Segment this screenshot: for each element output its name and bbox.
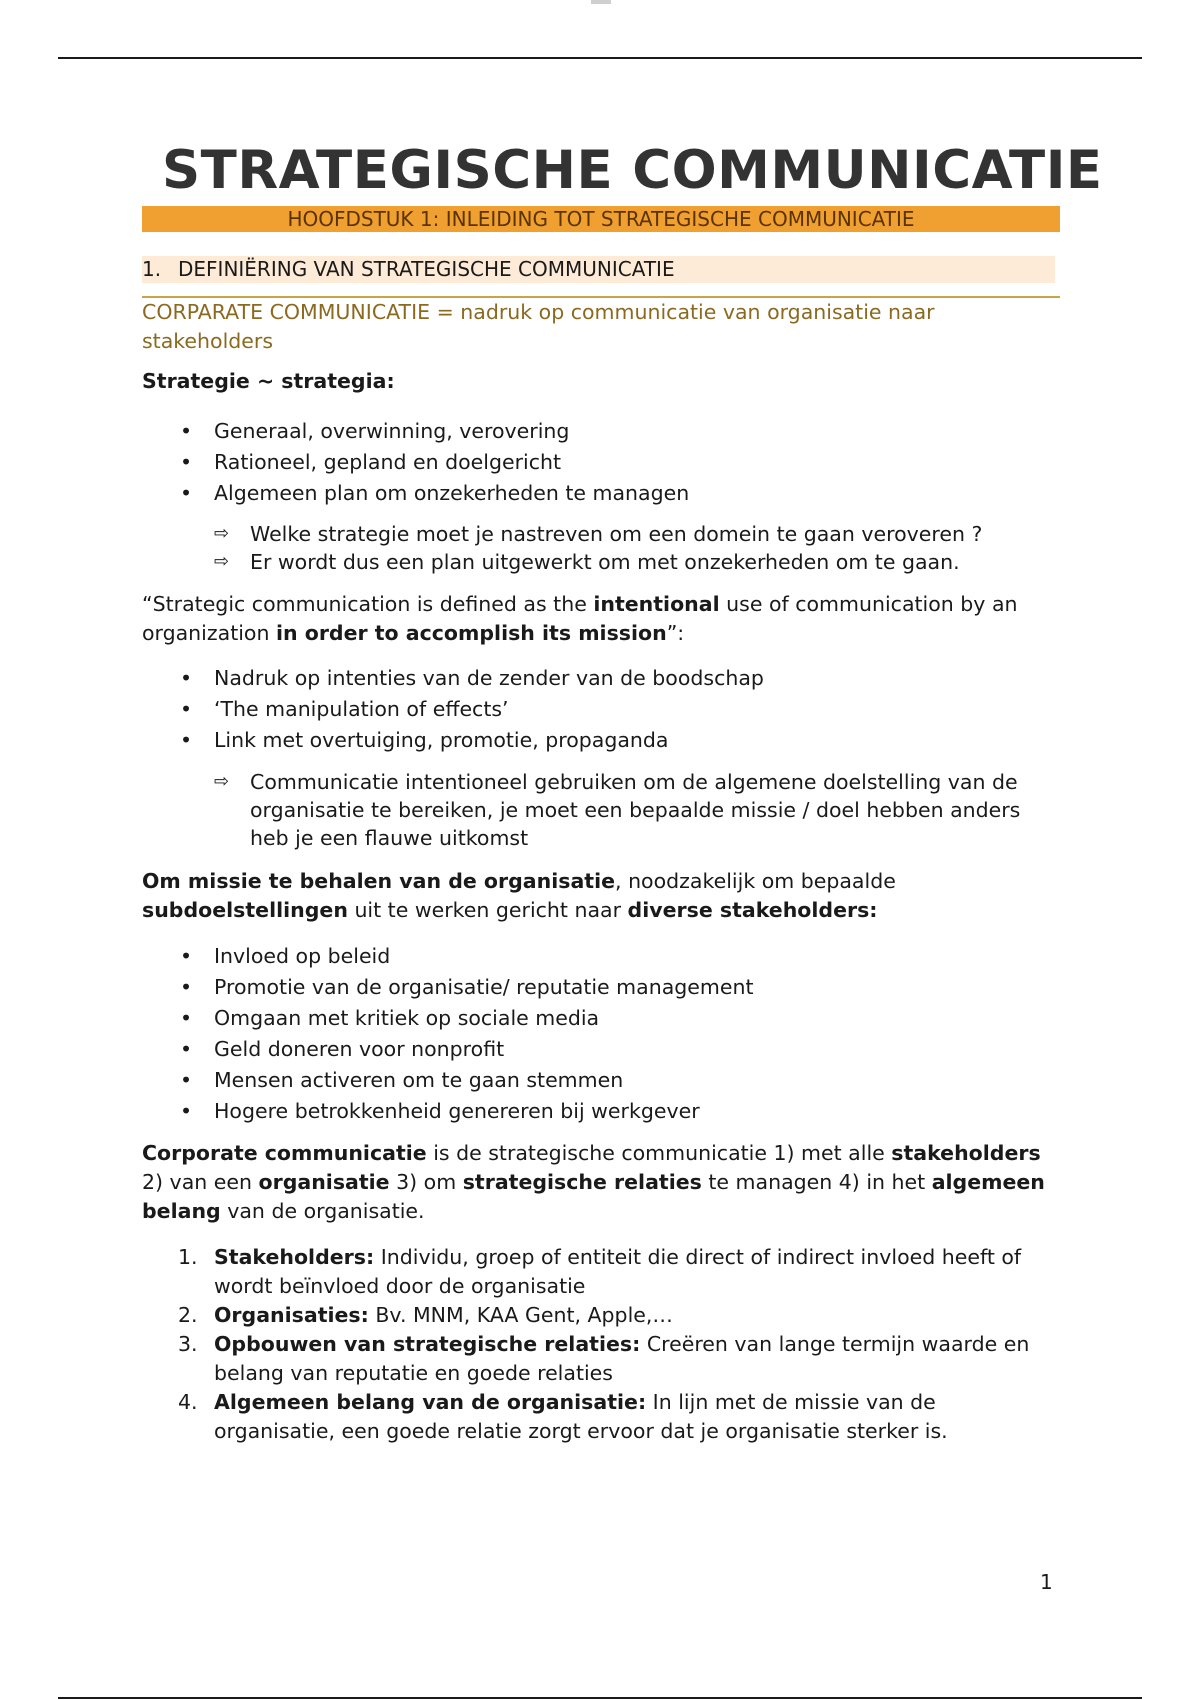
quote-list: [142, 663, 1060, 756]
list-item: • Rationeel, gepland en doelgericht: [180, 450, 562, 474]
list-item: • ‘The manipulation of effects’: [180, 697, 509, 721]
arrow-icon: ⇨: [214, 523, 230, 544]
corporate-paragraph: Corporate communicatie is de strategische communicatie 1) met alle stakeholders 2) van een organisatie 3) om strategische relaties te managen 4) in het algemeen belang van de organisatie.: [142, 1141, 1045, 1223]
list-item: • Promotie van de organisatie/ reputatie management: [180, 975, 754, 999]
definition-list: [142, 1243, 1060, 1446]
list-item: • Nadruk op intenties van de zender van de boodschap: [180, 666, 764, 690]
arrow-icon: ⇨: [214, 551, 230, 572]
page-top-marker: [591, 0, 611, 4]
list-item: • Hogere betrokkenheid genereren bij werkgever: [180, 1099, 700, 1123]
list-item: 2. Organisaties: Bv. MNM, KAA Gent, Apple,…: [178, 1303, 673, 1327]
list-item: • Generaal, overwinning, verovering: [180, 419, 570, 443]
list-item: • Invloed op beleid: [180, 944, 391, 968]
page-content: [142, 138, 1103, 1446]
strategie-list: [142, 416, 1060, 509]
section-heading: [142, 256, 1055, 283]
quote-paragraph: “Strategic communication is defined as the intentional use of communication by an organization in order to accomplish its mission”:: [142, 592, 1018, 645]
page-number: 1: [1040, 1570, 1053, 1594]
corporate-definition: CORPARATE COMMUNICATIE = nadruk op communicatie van organisatie naar stakeholders: [142, 300, 935, 353]
strategie-heading: Strategie ~ strategia:: [142, 369, 395, 393]
list-item: • Omgaan met kritiek op sociale media: [180, 1006, 600, 1030]
header-rule: [58, 57, 1142, 59]
list-item: • Link met overtuiging, promotie, propaganda: [180, 728, 669, 752]
list-item: 3. Opbouwen van strategische relaties: Creëren van lange termijn waarde en belang van reputatie en goede relaties: [178, 1332, 1030, 1385]
footer-rule: [58, 1697, 1142, 1699]
list-item: ⇨ Er wordt dus een plan uitgewerkt om met onzekerheden om te gaan.: [214, 550, 960, 574]
missie-list: [142, 941, 1060, 1127]
list-item: ⇨ Welke strategie moet je nastreven om een domein te gaan veroveren ?: [214, 522, 983, 546]
list-item: ⇨ Communicatie intentioneel gebruiken om de algemene doelstelling van de organisatie te bereiken, je moet een bepaalde missie / doel hebben anders heb je een flauwe uitkomst: [214, 770, 1021, 850]
list-item: 4. Algemeen belang van de organisatie: In lijn met de missie van de organisatie, een goede relatie zorgt ervoor dat je organisatie sterker is.: [178, 1390, 948, 1443]
section-number: 1.: [142, 257, 162, 281]
quote-arrow-list: [142, 768, 1060, 852]
missie-paragraph: Om missie te behalen van de organisatie, noodzakelijk om bepaalde subdoelstellingen uit te werken gericht naar diverse stakeholders:: [142, 869, 896, 922]
strategie-arrow-list: [142, 520, 1060, 576]
list-item: • Algemeen plan om onzekerheden te managen: [180, 481, 690, 505]
arrow-icon: ⇨: [214, 771, 230, 792]
list-item: 1. Stakeholders: Individu, groep of entiteit die direct of indirect invloed heeft of wordt beïnvloed door de organisatie: [178, 1245, 1022, 1298]
chapter-banner: HOOFDSTUK 1: INLEIDING TOT STRATEGISCHE COMMUNICATIE: [142, 206, 1060, 232]
list-item: • Geld doneren voor nonprofit: [180, 1037, 505, 1061]
section-title: DEFINIËRING VAN STRATEGISCHE COMMUNICATIE: [178, 257, 675, 281]
document-title: STRATEGISCHE COMMUNICATIE: [162, 140, 1103, 201]
list-item: • Mensen activeren om te gaan stemmen: [180, 1068, 624, 1092]
